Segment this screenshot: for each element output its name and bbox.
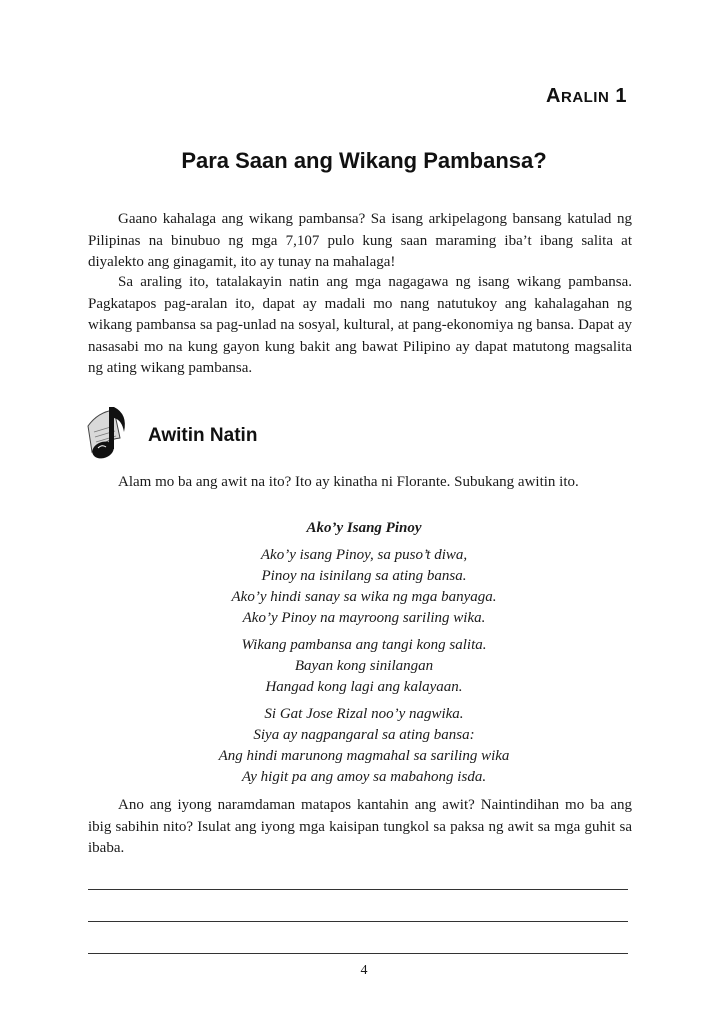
song-stanza-2 xyxy=(0,635,728,698)
song xyxy=(0,518,728,794)
song-line: Ako’y hindi sanay sa wika ng mga banyaga. xyxy=(231,589,497,605)
song-line: Siya ay nagpangaral sa ating bansa: xyxy=(253,727,475,743)
section-title: Awitin Natin xyxy=(148,425,258,446)
section-header xyxy=(84,404,384,464)
intro-paragraph-1 xyxy=(88,209,632,274)
song-line: Ako’y Pinoy na mayroong sariling wika. xyxy=(242,610,486,626)
music-note-icon xyxy=(84,404,132,462)
page-title: Para Saan ang Wikang Pambansa? xyxy=(181,148,547,173)
song-line: Pinoy na isinilang sa ating bansa. xyxy=(261,568,467,584)
lesson-label-initial: A xyxy=(546,85,561,107)
song-intro-paragraph xyxy=(88,472,632,494)
answer-line[interactable] xyxy=(88,890,628,922)
intro-paragraph-2 xyxy=(88,272,632,380)
question-text: Ano ang iyong naramdaman matapos kantahin ang awit? Naintindihan mo ba ang ibig sabihin nito? Isulat ang iyong mga kaisipan tungkol sa paksa ng awit sa mga guhit sa ibaba. xyxy=(88,797,632,857)
intro-paragraph-1-text: Gaano kahalaga ang wikang pambansa? Sa isang arkipelagong bansang katulad ng Pilipinas na binubuo ng mga 7,107 pulo kung saan maraming iba’t ibang salita at diyalekto ang ginagamit, ito ay tunay na mahalaga! xyxy=(88,211,632,271)
intro-paragraph-2-text: Sa araling ito, tatalakayin natin ang mga nagagawa ng isang wikang pambansa. Pagkatapos pag-aralan ito, dapat ay madali mo nang natutukoy ang kahalagahan ng wikang pambansa sa pag-unlad na sosyal, kultural, at pang-ekonomiya ng bansa. Dapat ay nasasabi mo na kung gayon kung bakit ang bawat Pilipino ay dapat matutong magsalita ng ating wikang pambansa. xyxy=(88,274,632,377)
song-stanza-3 xyxy=(0,704,728,788)
lesson-number: 1 xyxy=(615,85,627,107)
song-line: Hangad kong lagi ang kalayaan. xyxy=(265,679,463,695)
lesson-label xyxy=(546,85,627,108)
song-line: Ako’y isang Pinoy, sa puso’t diwa, xyxy=(260,547,468,563)
page-number: 4 xyxy=(360,963,368,978)
answer-lines xyxy=(88,858,628,954)
song-title: Ako’y Isang Pinoy xyxy=(306,520,422,536)
song-line: Bayan kong sinilangan xyxy=(294,658,434,674)
song-line: Wikang pambansa ang tangi kong salita. xyxy=(241,637,487,653)
song-intro-text: Alam mo ba ang awit na ito? Ito ay kinatha ni Florante. Subukang awitin ito. xyxy=(118,474,579,490)
answer-line[interactable] xyxy=(88,922,628,954)
song-stanza-1 xyxy=(0,545,728,629)
song-line: Ay higit pa ang amoy sa mabahong isda. xyxy=(241,769,487,785)
song-line: Si Gat Jose Rizal noo’y nagwika. xyxy=(264,706,464,722)
song-line: Ang hindi marunong magmahal sa sariling wika xyxy=(218,748,510,764)
answer-line[interactable] xyxy=(88,858,628,890)
lesson-label-rest: RALIN xyxy=(560,89,610,106)
question-paragraph xyxy=(88,795,632,860)
